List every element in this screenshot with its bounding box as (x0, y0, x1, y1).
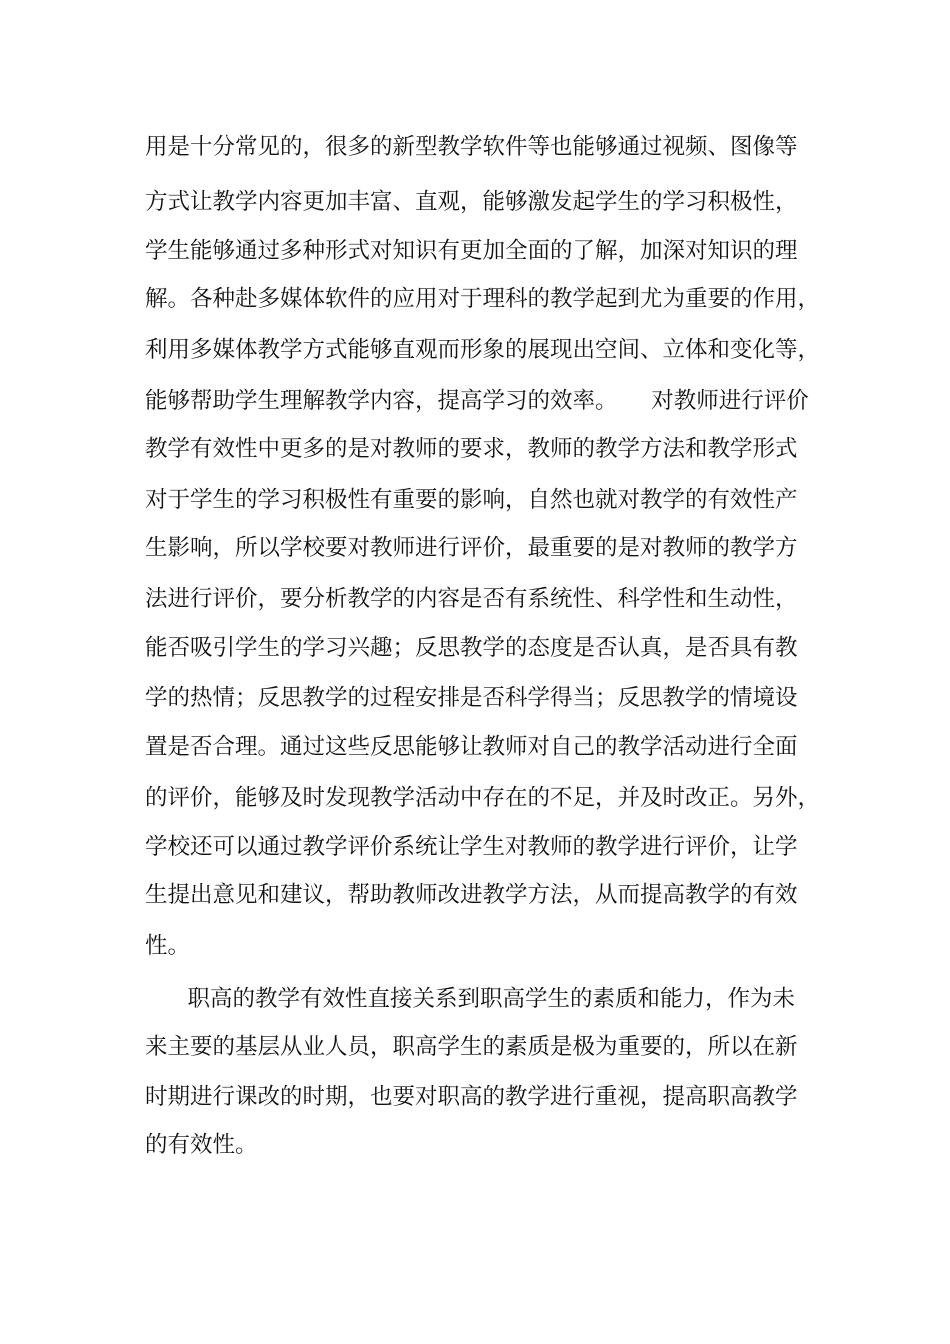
text-line: 利用多媒体教学方式能够直观而形象的展现出空间、立体和变化等， (145, 337, 821, 363)
text-line: 时期进行课改的时期，也要对职高的教学进行重视，提高职高教学 (145, 1084, 798, 1110)
text-line: 用是十分常见的，很多的新型教学软件等也能够通过视频、图像等 (145, 134, 798, 160)
text-line: 的有效性。 (145, 1132, 258, 1158)
text-line: 方式让教学内容更加丰富、直观，能够激发起学生的学习积极性， (145, 189, 798, 215)
text-line: 教学有效性中更多的是对教师的要求，教师的教学方法和教学形式 (145, 436, 798, 462)
text-line: 解。各种赴多媒体软件的应用对于理科的教学起到尤为重要的作用， (145, 286, 821, 312)
text-line: 生影响，所以学校要对教师进行评价，最重要的是对教师的教学方 (145, 535, 798, 561)
text-line: 法进行评价，要分析教学的内容是否有系统性、科学性和生动性， (145, 586, 798, 612)
text-line: 职高的教学有效性直接关系到职高学生的素质和能力，作为未 (165, 986, 796, 1012)
text-line: 能否吸引学生的学习兴趣；反思教学的态度是否认真，是否具有教 (145, 635, 798, 661)
text-line: 性。 (145, 933, 191, 959)
text-line: 学校还可以通过教学评价系统让学生对教师的教学进行评价，让学 (145, 834, 798, 860)
text-line: 学的热情；反思教学的过程安排是否科学得当；反思教学的情境设 (145, 685, 798, 711)
text-line: 对于学生的学习积极性有重要的影响，自然也就对教学的有效性产 (145, 487, 798, 513)
text-line: 来主要的基层从业人员，职高学生的素质是极为重要的，所以在新 (145, 1034, 798, 1060)
text-line: 学生能够通过多种形式对知识有更加全面的了解，加深对知识的理 (145, 238, 798, 264)
text-line: 生提出意见和建议，帮助教师改进教学方法，从而提高教学的有效 (145, 882, 798, 908)
text-line: 的评价，能够及时发现教学活动中存在的不足，并及时改正。另外， (145, 785, 821, 811)
text-line: 置是否合理。通过这些反思能够让教师对自己的教学活动进行全面 (145, 734, 798, 760)
text-line: 能够帮助学生理解教学内容，提高学习的效率。 对教师进行评价 (145, 388, 809, 414)
